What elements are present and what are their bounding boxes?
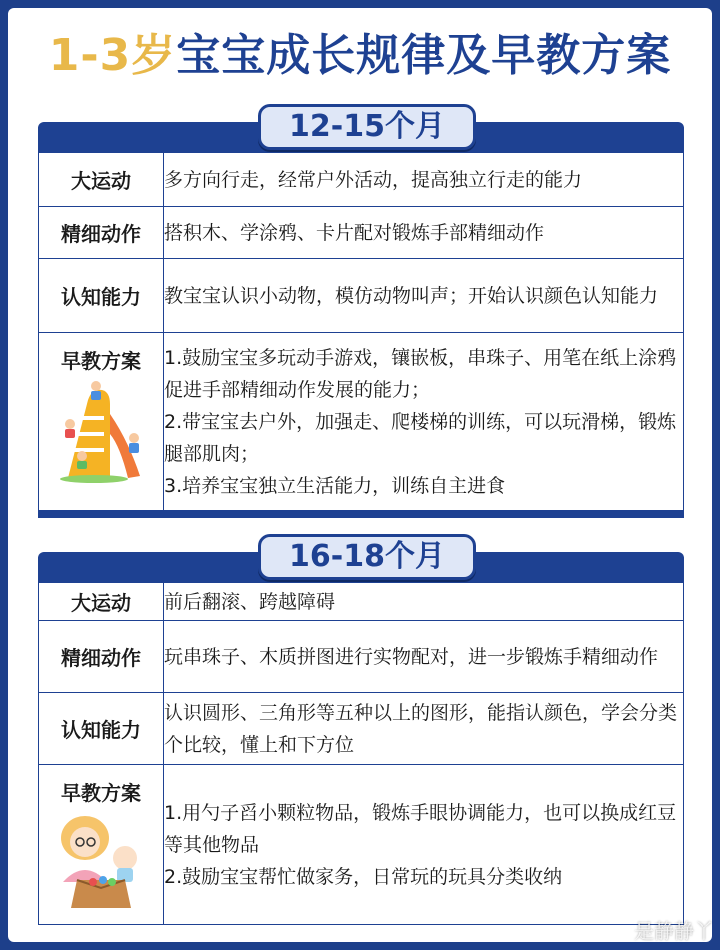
plan-item: 3.培养宝宝独立生活能力，训练自主进食 (164, 474, 506, 497)
plan-item: 1.用勺子舀小颗粒物品，锻炼手眼协调能力，也可以换成红豆等其他物品 (164, 801, 677, 856)
row-label: 大运动 (39, 583, 164, 621)
row-content: 教宝宝认识小动物，模仿动物叫声；开始认识颜色认知能力 (164, 259, 684, 333)
table-row (39, 333, 684, 511)
section-16-18-months (38, 539, 684, 942)
table-row (39, 621, 684, 693)
section-tab: 16-18个月 (258, 534, 476, 580)
row-label: 认知能力 (39, 259, 164, 333)
row-content (164, 333, 684, 511)
watermark: 是静静丫 (634, 919, 714, 943)
row-content: 玩串珠子、木质拼图进行实物配对，进一步锻炼手精细动作 (164, 621, 684, 693)
section-12-15-months (38, 110, 684, 522)
row-label: 精细动作 (39, 621, 164, 693)
plan-item: 2.鼓励宝宝帮忙做家务，日常玩的玩具分类收纳 (164, 865, 563, 888)
title-text: 宝宝成长规律及早教方案 (176, 30, 672, 81)
section-tab: 12-15个月 (258, 104, 476, 150)
page (8, 8, 712, 942)
table-row (39, 259, 684, 333)
kids-on-slide-illustration (58, 380, 144, 484)
milestone-table (38, 152, 684, 511)
row-label: 认知能力 (39, 693, 164, 765)
table-row (39, 765, 684, 925)
row-label: 早教方案 (61, 781, 141, 805)
table-row (39, 583, 684, 621)
page-title (8, 26, 712, 86)
row-label-cell (39, 333, 164, 511)
title-age-range: 1-3岁 (48, 30, 177, 81)
table-row (39, 693, 684, 765)
row-content: 认识圆形、三角形等五种以上的图形，能指认颜色，学会分类个比较，懂上和下方位 (164, 693, 684, 765)
table-row (39, 153, 684, 207)
section-bottom-bar (38, 510, 684, 518)
row-label: 大运动 (39, 153, 164, 207)
row-content: 多方向行走，经常户外活动，提高独立行走的能力 (164, 153, 684, 207)
table-row (39, 207, 684, 259)
row-label: 精细动作 (39, 207, 164, 259)
plan-item: 1.鼓励宝宝多玩动手游戏，镶嵌板，串珠子、用笔在纸上涂鸦促进手部精细动作发展的能力； (164, 346, 677, 401)
row-content (164, 765, 684, 925)
row-label-cell (39, 765, 164, 925)
row-content: 前后翻滚、跨越障碍 (164, 583, 684, 621)
milestone-table (38, 582, 684, 925)
row-label: 早教方案 (61, 349, 141, 373)
row-content: 搭积木、学涂鸦、卡片配对锻炼手部精细动作 (164, 207, 684, 259)
mother-and-baby-illustration (55, 812, 147, 912)
plan-item: 2.带宝宝去户外，加强走、爬楼梯的训练，可以玩滑梯，锻炼腿部肌肉； (164, 410, 677, 465)
